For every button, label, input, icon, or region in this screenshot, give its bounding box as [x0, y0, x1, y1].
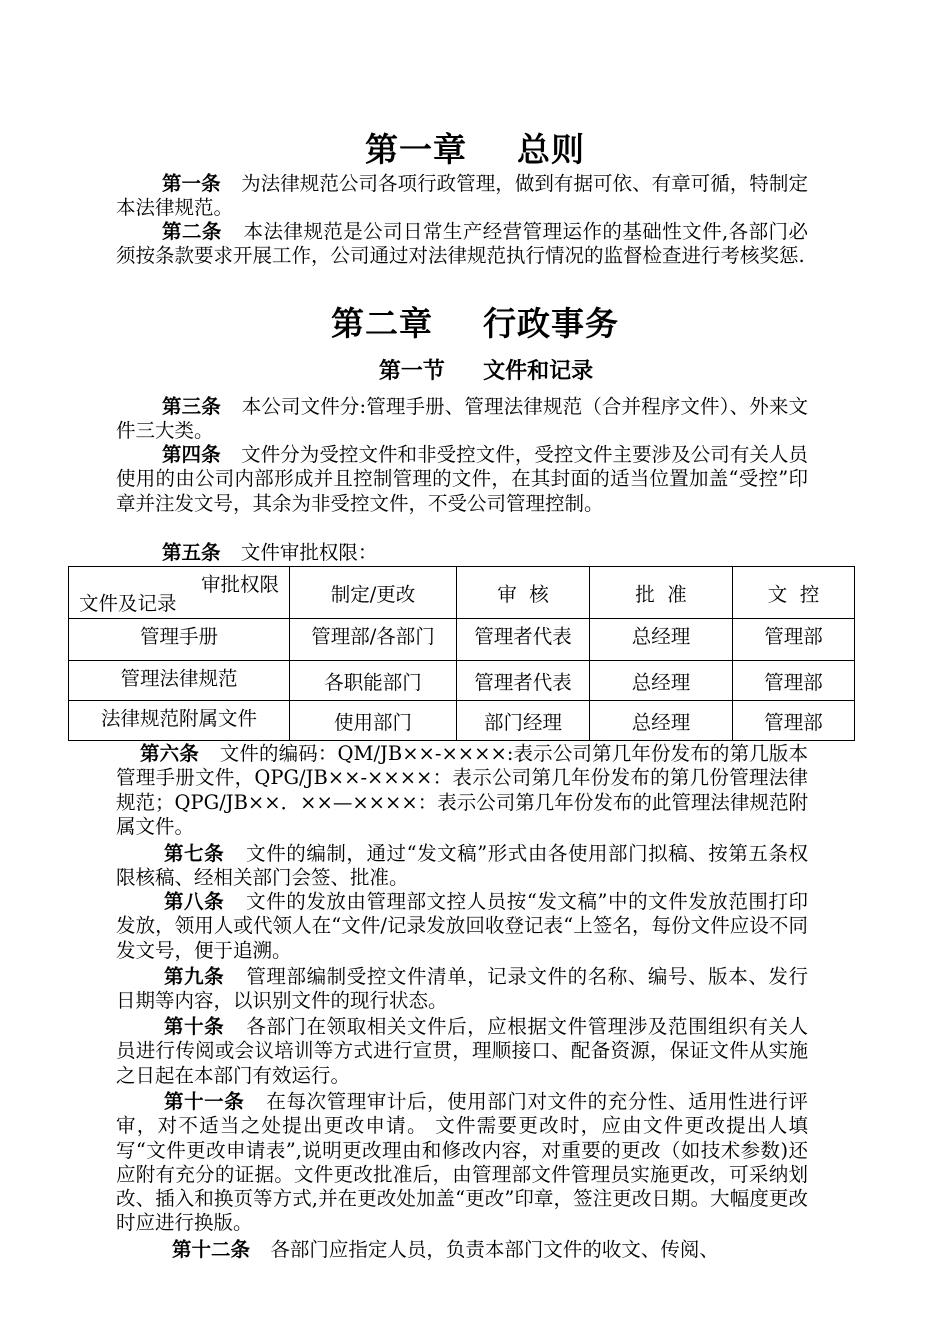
article-9 [116, 965, 808, 1014]
article-4-text: 文件分为受控文件和非受控文件，受控文件主要涉及公司有关人员使用的由公司内部形成并且控制管理的文件，在其封面的适当位置加盖“受控”印章并注发文号，其余为非受控文件，不受公司管理控制。 [116, 443, 808, 515]
table-header: 批 准 [590, 567, 733, 619]
article-3-text: 本公司文件分:管理手册、管理法律规范（合并程序文件）、外来文件三大类。 [116, 395, 808, 443]
article-3 [116, 395, 808, 444]
article-1 [116, 172, 808, 221]
table-cell: 总经理 [590, 701, 733, 741]
article-8-label: 第八条 [164, 890, 247, 913]
article-11-text: 在每次管理审计后，使用部门对文件的充分性、适用性进行评审，对不适当之处提出更改申请。 文件需要更改时，应由文件更改提出人填写“文件更改申请表”,说明更改理由和修改内容，对重要的更改（如技术参数)还应附有充分的证据。文件更改批准后，由管理部文件管理员实施更改，可采纳划改、插入和换页等方式,并在更改处加盖“更改”印章，签注更改日期。大幅度更改时应进行换版。 [116, 1090, 808, 1235]
table-cell: 使用部门 [290, 701, 457, 741]
article-12 [116, 1238, 808, 1262]
table-row [69, 701, 855, 741]
article-1-text: 为法律规范公司各项行政管理，做到有据可依、有章可循，特制定本法律规范。 [116, 172, 808, 220]
table-cell: 管理部 [733, 661, 855, 701]
table-cell: 管理法律规范 [69, 661, 290, 701]
table-header-row [69, 567, 855, 619]
table-cell: 各职能部门 [290, 661, 457, 701]
article-11 [116, 1090, 808, 1236]
article-8-text: 文件的发放由管理部文控人员按“发文稿”中的文件发放范围打印发放，领用人或代领人在“文件/记录发放回收登记表“上签名，每份文件应设不同发文号，便于追溯。 [116, 890, 808, 962]
table-cell: 管理手册 [69, 619, 290, 661]
table-row [69, 619, 855, 661]
table-header: 审 核 [457, 567, 590, 619]
table-cell: 法律规范附属文件 [69, 701, 290, 741]
article-12-label: 第十二条 [172, 1238, 271, 1261]
corner-top-label: 审批权限 [200, 573, 279, 596]
article-7-text: 文件的编制，通过“发文稿”形式由各使用部门拟稿、按第五条权限核稿、经相关部门会签、批准。 [116, 842, 808, 890]
table-header: 制定/更改 [290, 567, 457, 619]
article-3-label: 第三条 [162, 395, 242, 418]
article-7-label: 第七条 [164, 842, 247, 865]
article-6-text: 文件的编码：QM/JB××-××××:表示公司第几年份发布的第几版本管理手册文件，QPG/JB××-××××：表示公司第几年份发布的第几份管理法律规范；QPG/JB××．××—××××：表示公司第几年份发布的此管理法律规范附属文件。 [116, 742, 808, 838]
article-10-label: 第十条 [164, 1015, 247, 1038]
article-6-label: 第六条 [140, 742, 220, 765]
article-7 [116, 842, 808, 891]
article-2-label: 第二条 [162, 220, 244, 243]
article-2 [116, 220, 808, 269]
article-8 [116, 890, 808, 963]
table-cell: 总经理 [590, 661, 733, 701]
corner-bottom-label: 文件及记录 [79, 592, 177, 615]
chapter-2-title: 第二章 行政事务 [331, 304, 619, 343]
article-2-text: 本法律规范是公司日常生产经营管理运作的基础性文件,各部门必须按条款要求开展工作，公司通过对法律规范执行情况的监督检查进行考核奖惩. [116, 220, 808, 268]
table-cell: 管理部/各部门 [290, 619, 457, 661]
article-5 [116, 541, 808, 565]
table-corner-cell [69, 567, 290, 619]
article-11-label: 第十一条 [164, 1090, 267, 1113]
article-1-label: 第一条 [162, 172, 242, 195]
article-4-label: 第四条 [162, 443, 242, 466]
article-9-text: 管理部编制受控文件清单，记录文件的名称、编号、版本、发行日期等内容，以识别文件的现行状态。 [116, 965, 808, 1013]
table-cell: 管理者代表 [457, 619, 590, 661]
table-cell: 管理者代表 [457, 661, 590, 701]
table-cell: 管理部 [733, 619, 855, 661]
article-5-label: 第五条 [162, 541, 241, 564]
table-header: 文 控 [733, 567, 855, 619]
article-10 [116, 1015, 808, 1088]
article-5-text: 文件审批权限： [240, 541, 378, 564]
table-cell: 部门经理 [457, 701, 590, 741]
table-row [69, 661, 855, 701]
approval-authority-table [68, 566, 855, 741]
article-6 [116, 742, 808, 839]
chapter-1-title: 第一章 总则 [365, 130, 585, 169]
table-cell: 总经理 [590, 619, 733, 661]
article-4 [116, 443, 808, 516]
article-9-label: 第九条 [164, 965, 247, 988]
table-cell: 管理部 [733, 701, 855, 741]
article-12-text: 各部门应指定人员，负责本部门文件的收文、传阅、 [270, 1238, 719, 1261]
section-1-title: 第一节 文件和记录 [378, 359, 594, 384]
article-10-text: 各部门在领取相关文件后，应根据文件管理涉及范围组织有关人员进行传阅或会议培训等方式进行宣贯，理顺接口、配备资源，保证文件从实施之日起在本部门有效运行。 [116, 1015, 808, 1087]
